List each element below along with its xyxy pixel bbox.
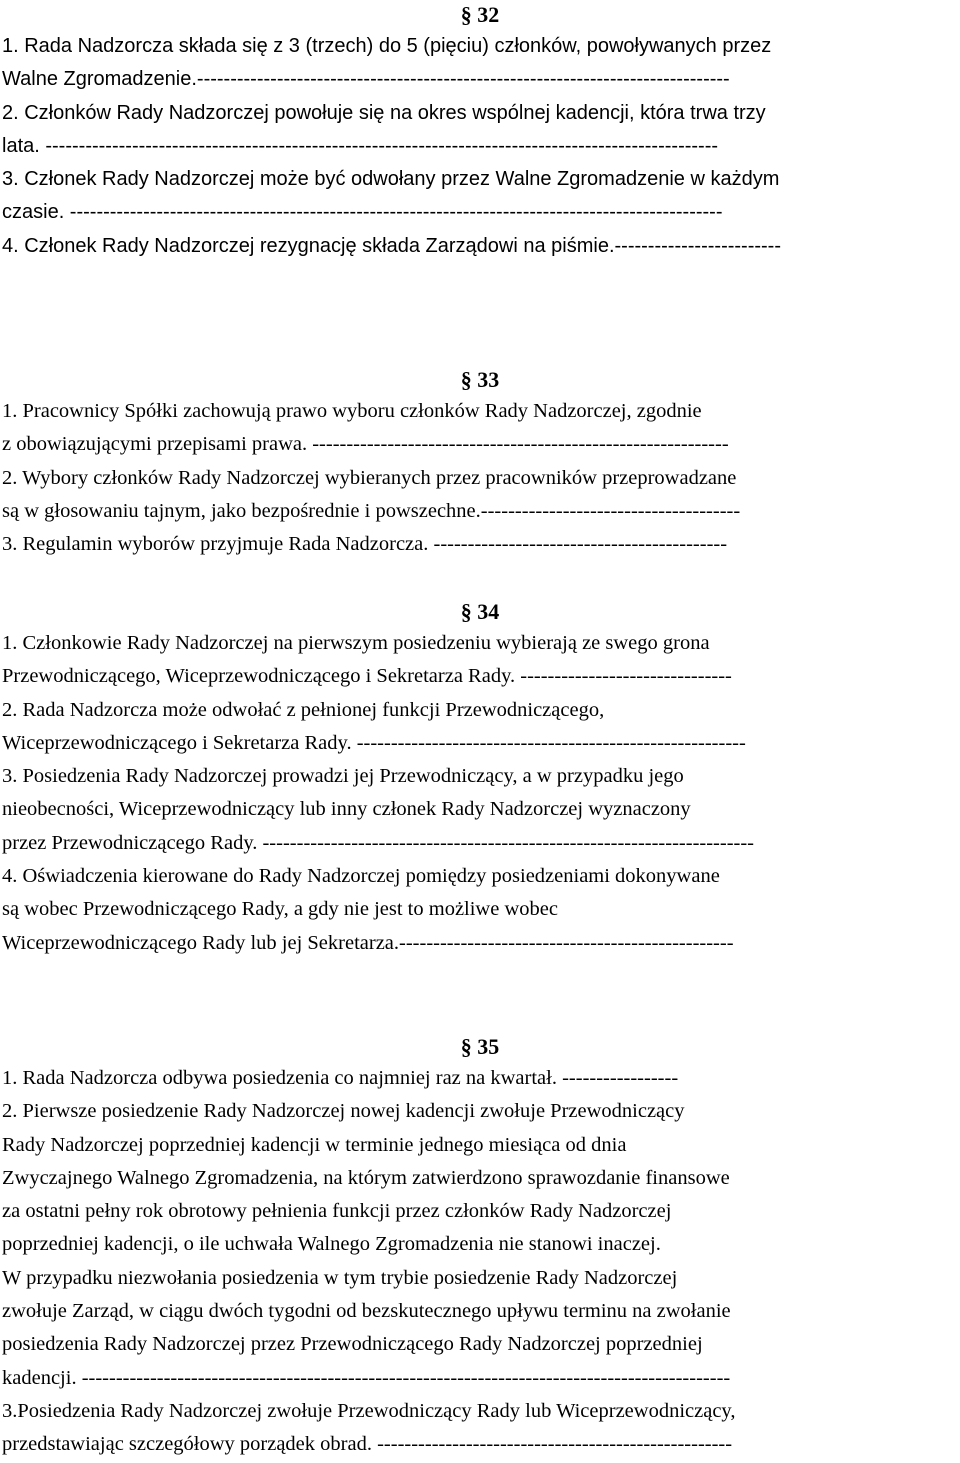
- paragraph-line: Walne Zgromadzenie.--------------------------------------------------------------------------------: [2, 68, 730, 91]
- paragraph-line: 4. Oświadczenia kierowane do Rady Nadzorczej pomiędzy posiedzeniami dokonywane: [2, 865, 720, 888]
- paragraph-line: są w głosowaniu tajnym, jako bezpośrednie i powszechne.--------------------------------------: [2, 499, 741, 522]
- paragraph-line: 1. Członkowie Rady Nadzorczej na pierwszym posiedzeniu wybierają ze swego grona: [2, 632, 710, 654]
- section-body: [2, 1062, 958, 1462]
- section-heading: § 35: [460, 1034, 500, 1059]
- paragraph-line: poprzedniej kadencji, o ile uchwała Walnego Zgromadzenia nie stanowi inaczej.: [2, 1233, 661, 1256]
- section-33: [2, 365, 958, 561]
- paragraph-line: Rady Nadzorczej poprzedniej kadencji w terminie jednego miesiąca od dnia: [2, 1133, 627, 1156]
- paragraph-line: 1. Rada Nadzorcza odbywa posiedzenia co najmniej raz na kwartał. -----------------: [2, 1067, 679, 1089]
- paragraph-line: lata. -----------------------------------------------------------------------------------------------------: [2, 134, 719, 157]
- paragraph-line: nieobecności, Wiceprzewodniczący lub inny członek Rady Nadzorczej wyznaczony: [2, 798, 691, 821]
- paragraph-line: Wiceprzewodniczącego i Sekretarza Rady. ---------------------------------------------------------: [2, 731, 746, 754]
- section-34: [2, 597, 958, 960]
- paragraph-line: 2. Rada Nadzorcza może odwołać z pełnionej funkcji Przewodniczącego,: [2, 698, 605, 721]
- paragraph-line: W przypadku niezwołania posiedzenia w tym trybie posiedzenie Rady Nadzorczej: [2, 1266, 678, 1289]
- paragraph-line: 3. Posiedzenia Rady Nadzorczej prowadzi jej Przewodniczący, a w przypadku jego: [2, 765, 684, 788]
- paragraph-line: z obowiązującymi przepisami prawa. -------------------------------------------------------------: [2, 433, 729, 456]
- paragraph-line: zwołuje Zarząd, w ciągu dwóch tygodni od bezskutecznego upływu terminu na zwołanie: [2, 1300, 731, 1323]
- paragraph-line: 2. Członków Rady Nadzorczej powołuje się na okres wspólnej kadencji, która trwa trzy: [2, 101, 766, 124]
- paragraph-line: czasie. --------------------------------------------------------------------------------------------------: [2, 201, 723, 224]
- section-body: [2, 627, 958, 960]
- paragraph-line: za ostatni pełny rok obrotowy pełnienia funkcji przez członków Rady Nadzorczej: [2, 1200, 672, 1223]
- paragraph-line: posiedzenia Rady Nadzorczej przez Przewodniczącego Rady Nadzorczej poprzedniej: [2, 1333, 703, 1356]
- section-body: [2, 30, 958, 263]
- paragraph-line: przez Przewodniczącego Rady. ------------------------------------------------------------------------: [2, 831, 755, 854]
- paragraph-line: 1. Rada Nadzorcza składa się z 3 (trzech) do 5 (pięciu) członków, powoływanych przez: [2, 35, 772, 57]
- section-heading: § 34: [460, 599, 500, 624]
- section-body: [2, 395, 958, 561]
- paragraph-line: kadencji. -----------------------------------------------------------------------------------------------: [2, 1366, 731, 1389]
- section-35: [2, 1032, 958, 1462]
- paragraph-line: Przewodniczącego, Wiceprzewodniczącego i Sekretarza Rady. -------------------------------: [2, 665, 732, 688]
- section-heading: § 32: [460, 2, 500, 27]
- section-heading: § 33: [460, 367, 500, 392]
- paragraph-line: przedstawiając szczegółowy porządek obrad. ----------------------------------------------------: [2, 1433, 733, 1456]
- paragraph-line: 3. Członek Rady Nadzorczej może być odwołany przez Walne Zgromadzenie w każdym: [2, 168, 780, 191]
- paragraph-line: Wiceprzewodniczącego Rady lub jej Sekretarza.-------------------------------------------------: [2, 931, 734, 954]
- paragraph-line: 3. Regulamin wyborów przyjmuje Rada Nadzorcza. -------------------------------------------: [2, 533, 728, 556]
- paragraph-line: 2. Pierwsze posiedzenie Rady Nadzorczej nowej kadencji zwołuje Przewodniczący: [2, 1100, 685, 1123]
- paragraph-line: 4. Członek Rady Nadzorczej rezygnację składa Zarządowi na piśmie.-------------------------: [2, 234, 782, 257]
- paragraph-line: 3.Posiedzenia Rady Nadzorczej zwołuje Przewodniczący Rady lub Wiceprzewodniczący,: [2, 1399, 736, 1422]
- paragraph-line: 2. Wybory członków Rady Nadzorczej wybieranych przez pracowników przeprowadzane: [2, 466, 737, 489]
- paragraph-line: są wobec Przewodniczącego Rady, a gdy nie jest to możliwe wobec: [2, 898, 558, 921]
- paragraph-line: 1. Pracownicy Spółki zachowują prawo wyboru członków Rady Nadzorczej, zgodnie: [2, 400, 702, 422]
- paragraph-line: Zwyczajnego Walnego Zgromadzenia, na którym zatwierdzono sprawozdanie finansowe: [2, 1166, 730, 1189]
- section-32: [2, 0, 958, 263]
